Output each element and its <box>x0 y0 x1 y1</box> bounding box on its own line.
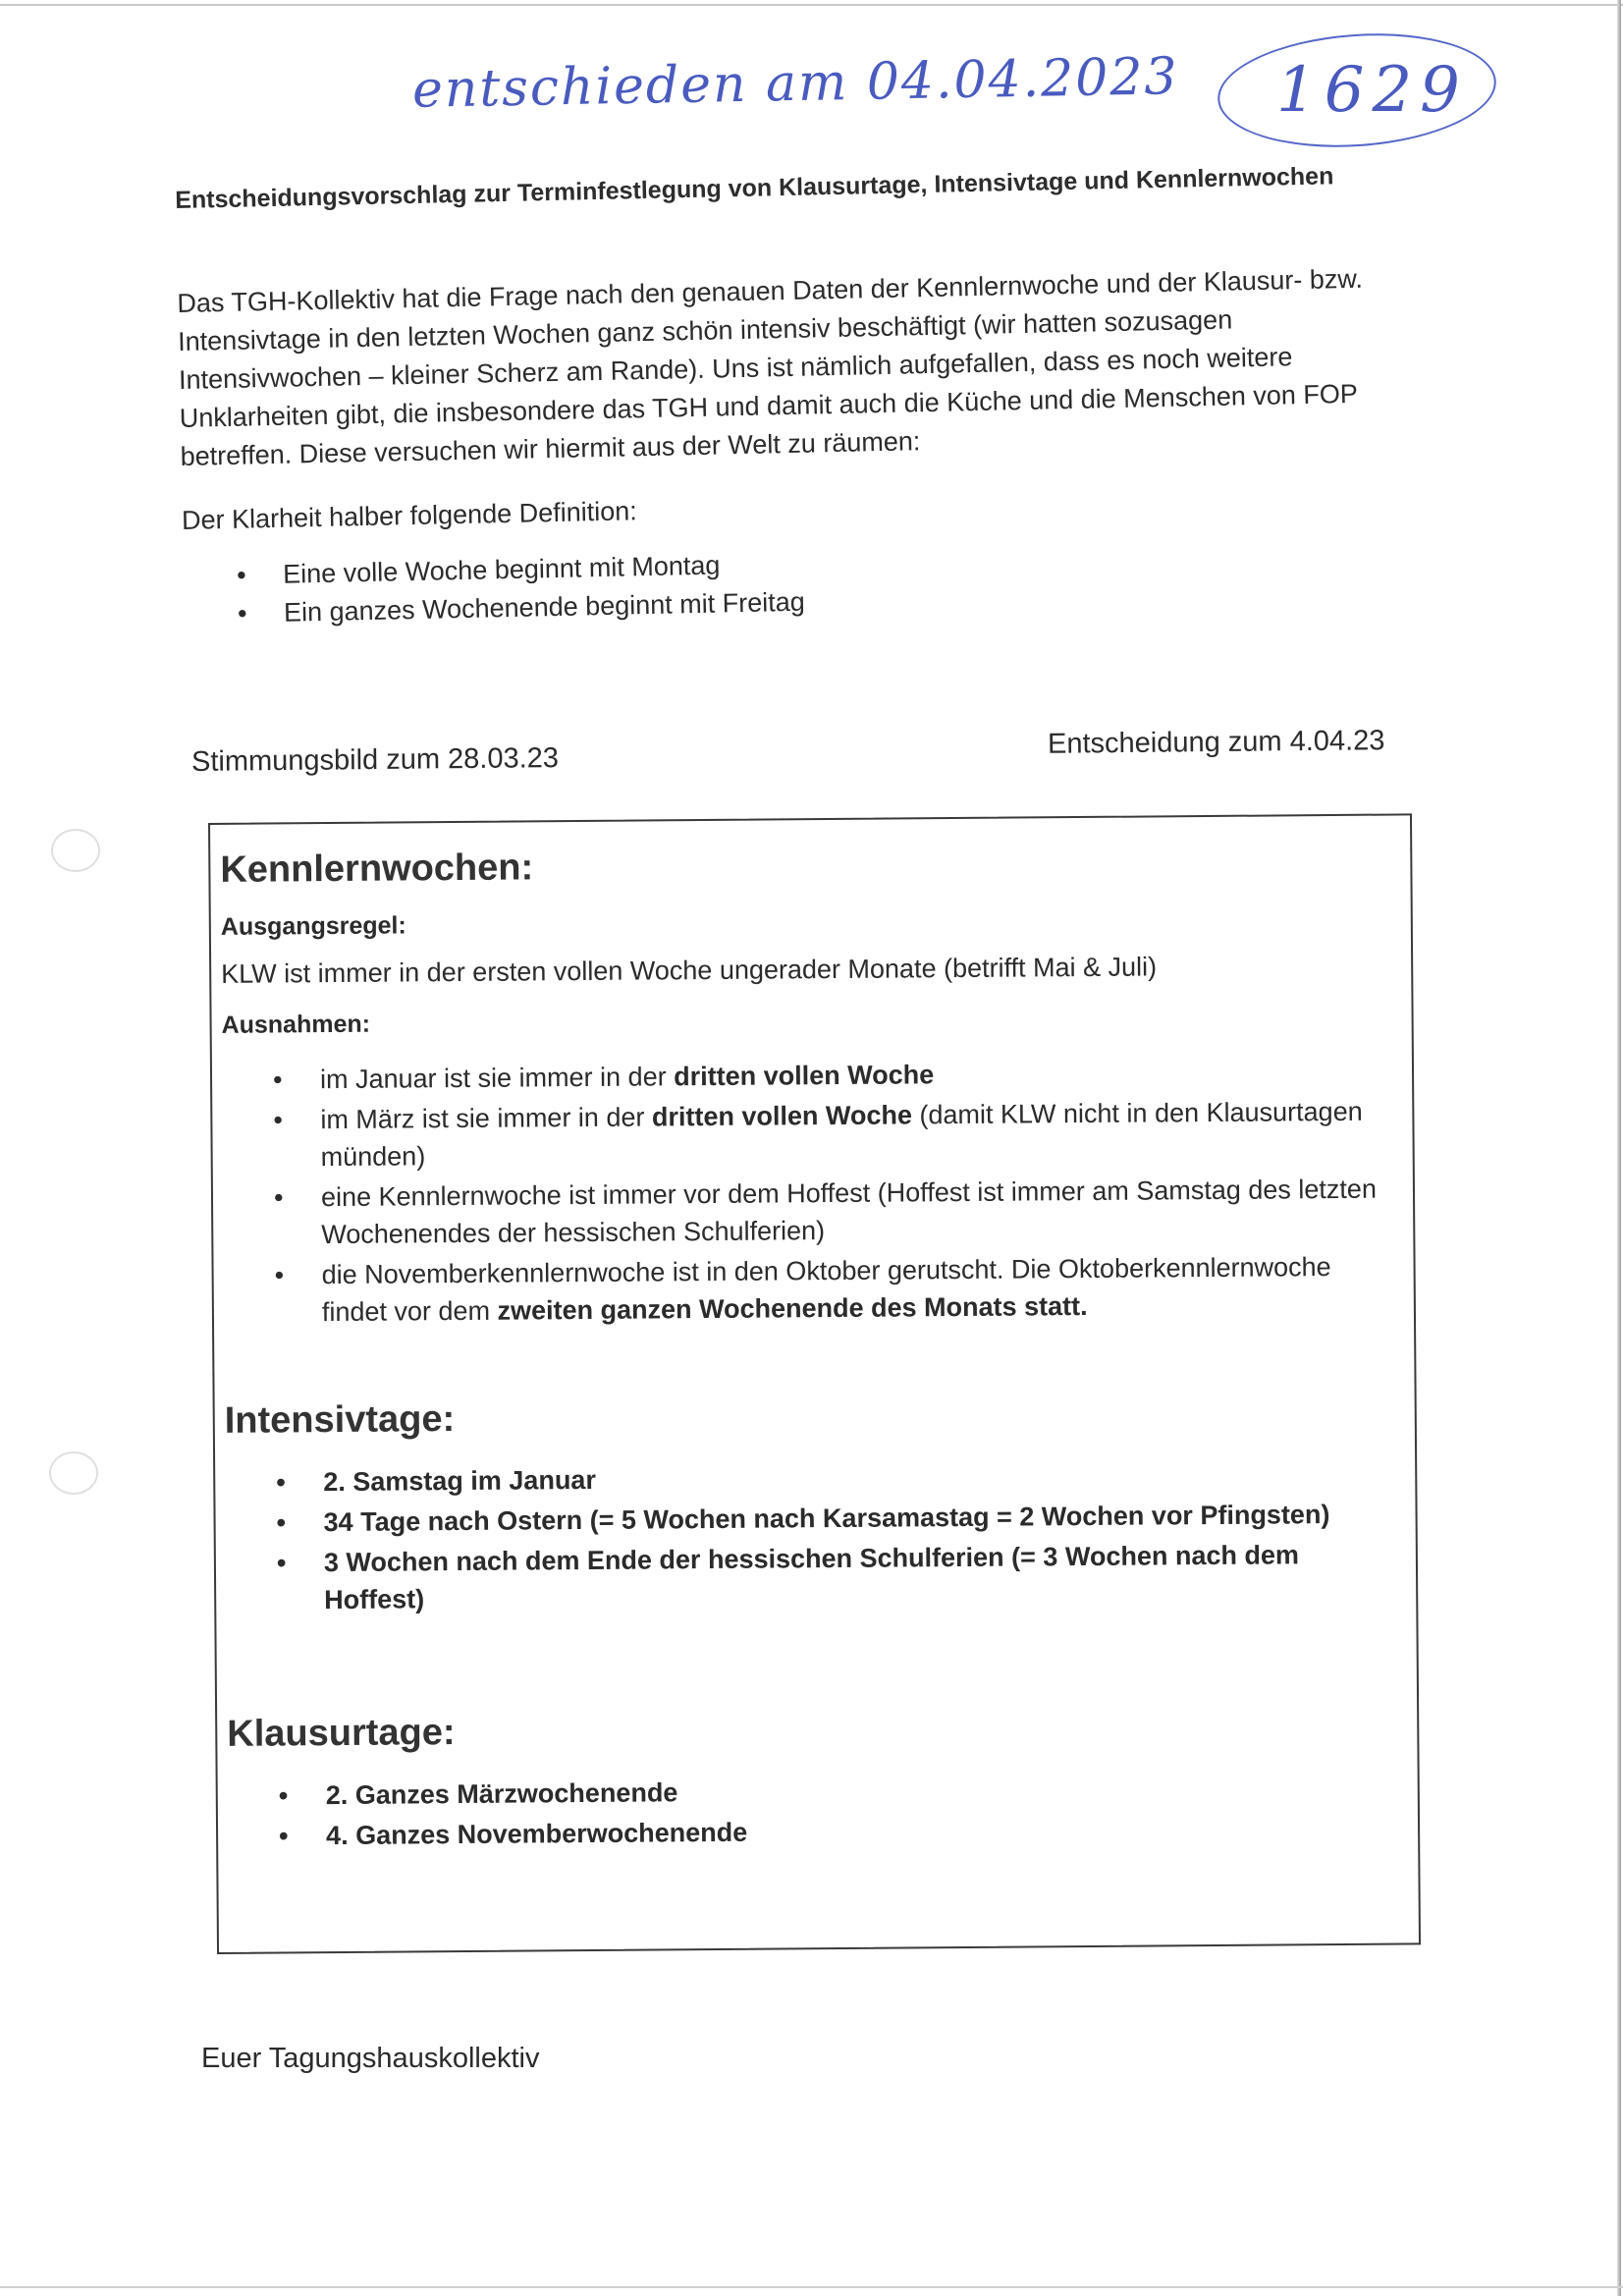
ausnahme-item <box>222 1053 1390 1099</box>
scan-edge-right <box>1617 0 1621 2296</box>
punch-hole-bottom <box>49 1451 98 1495</box>
rules-box <box>208 813 1421 1954</box>
punch-hole-top <box>51 829 100 872</box>
ausnahme-item <box>223 1248 1392 1332</box>
definition-item: • Eine volle Woche beginnt mit Montag <box>183 532 1421 596</box>
intensivtage-item: • 2. Samstag im Januar <box>225 1455 1393 1502</box>
definition-intro: Der Klarheit halber folgende Definition: <box>181 496 638 535</box>
ausnahme-bold: dritten vollen Woche <box>651 1100 913 1132</box>
scan-edge-bottom <box>0 2286 1623 2288</box>
ausnahmen-label: Ausnahmen: <box>221 1010 371 1039</box>
ausnahme-bold: dritten vollen Woche <box>674 1060 935 1092</box>
kennlernwochen-heading: Kennlernwochen: <box>220 847 534 891</box>
ausgangsregel-label: Ausgangsregel: <box>220 911 406 941</box>
definition-item: • Ein ganzes Wochenende beginnt mit Freitag <box>184 571 1422 634</box>
intensivtage-list <box>225 1455 1394 1619</box>
handwritten-number: 1629 <box>1276 54 1468 127</box>
ausnahme-bold: zweiten ganzen Wochenende des Monats statt. <box>497 1290 1088 1326</box>
scan-edge-top <box>0 4 1623 6</box>
entscheidung-label: Entscheidung zum 4.04.23 <box>1047 725 1385 760</box>
intro-section <box>177 259 1421 634</box>
intensivtage-heading: Intensivtage: <box>224 1398 456 1442</box>
ausnahmen-list <box>222 1053 1392 1332</box>
definition-list <box>183 532 1421 634</box>
intensivtage-item: • 34 Tage nach Ostern (= 5 Wochen nach Karsamastag = 2 Wochen vor Pfingsten) <box>225 1496 1393 1542</box>
document-title: Entscheidungsvorschlag zur Terminfestlegung von Klausurtage, Intensivtage und Kennlernwochen <box>175 162 1334 214</box>
signature: Euer Tagungshauskollektiv <box>201 2043 540 2074</box>
klausurtage-item: • 2. Ganzes Märzwochenende <box>228 1769 1396 1815</box>
ausnahme-text: (damit KLW nicht in den Klausurtagen münden) <box>320 1096 1363 1173</box>
stimmungsbild-label: Stimmungsbild zum 28.03.23 <box>190 742 560 778</box>
rules-box-content <box>220 841 1396 1858</box>
ausgangsregel-text: KLW ist immer in der ersten vollen Woche ungerader Monate (betrifft Mai & Juli) <box>221 952 1158 989</box>
ausnahme-text: im Januar ist sie immer in der <box>319 1062 675 1095</box>
ausnahme-text: im März ist sie immer in der <box>320 1102 653 1135</box>
ausnahme-item <box>222 1093 1391 1176</box>
handwritten-decision-note: entschieden am 04.04.2023 <box>411 47 1179 120</box>
intensivtage-item: • 3 Wochen nach dem Ende der hessischen Schulferien (= 3 Wochen nach dem Hoffest) <box>226 1536 1395 1619</box>
klausurtage-item: • 4. Ganzes Novemberwochenende <box>228 1809 1396 1855</box>
ausnahme-text: eine Kennlernwoche ist immer vor dem Hoffest (Hoffest ist immer am Samstag des letzten Wochenendes der hessischen Schulferien) <box>320 1174 1378 1250</box>
ausnahme-item <box>223 1171 1392 1254</box>
klausurtage-heading: Klausurtage: <box>227 1712 456 1755</box>
intro-paragraph: Das TGH-Kollektiv hat die Frage nach den genauen Daten der Kennlernwoche und der Klausur- bzw. Intensivtage in den letzten Wochen ganz schön intensiv beschäftigt (wir hatten sozusagen Intensivwochen – kleiner Scherz am Rande). Uns ist nämlich aufgefallen, dass es noch weitere Unklarheiten gibt, die insbesondere das TGH und damit auch die Küche und die Menschen von FOP betreffen. Diese versuchen wir hiermit aus der Welt zu räumen: <box>177 263 1364 471</box>
ausnahme-text: die Novemberkennlernwoche ist in den Oktober gerutscht. Die Oktoberkennlernwoche findet vor dem <box>321 1252 1331 1328</box>
klausurtage-list <box>228 1769 1397 1855</box>
